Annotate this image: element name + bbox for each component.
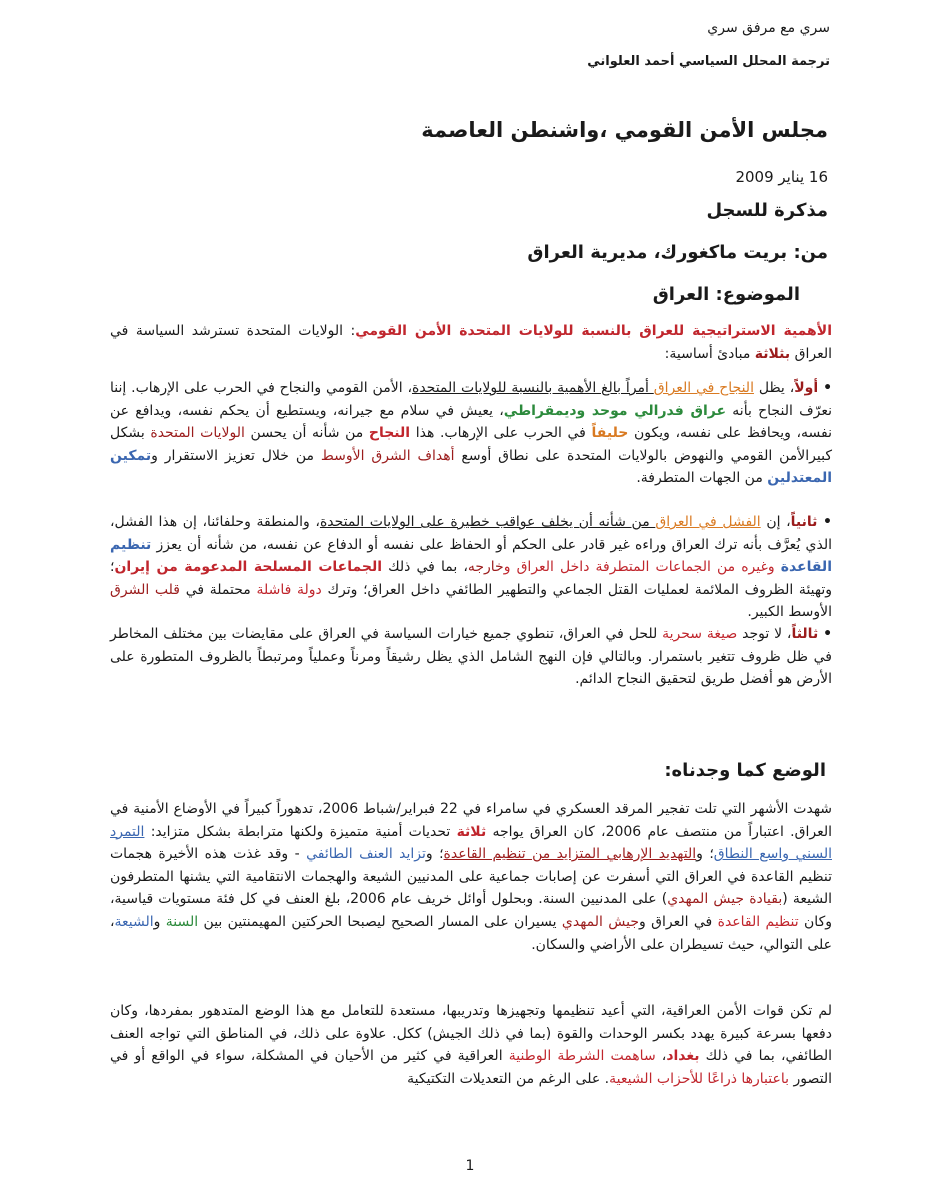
intro-lead: الأهمية الاستراتيجية للعراق بالنسبة للولايات المتحدة الأمن القومي [355,323,832,339]
situation-heading: الوضع كما وجدناه: [664,760,826,781]
bullet-icon: • [823,514,832,530]
memo-from: من: بريت ماكغورك، مديرية العراق [527,242,828,263]
memo-label: مذكرة للسجل [706,200,828,221]
principle-first-paragraph: • أولاً، يظل النجاح في العراق أمراً بالغ الأهمية بالنسبة للولايات المتحدة، الأمن القومي والنجاح في الحرب على الإرهاب. إننا نعرّف النجاح بأنه عراق فدرالي موحد وديمقراطي، يعيش في سلام مع جيرانه، ويستطيع أن يحكم نفسه، ويدافع عن نفسه، ويحافظ على نفسه، ويكون حليفاً في الحرب على الإرهاب. هذا النجاح من شأنه أن يحسن الولايات المتحدة بشكل كبيرالأمن القومي والنهوض بالولايات المتحدة على نطاق أوسع أهداف الشرق الأوسط من خلال تعزيز الاستقرار وتمكين المعتدلين من الجهات المتطرفة. [110,380,833,487]
ordinal-label: ثالثاً [791,626,819,642]
classification-marking: سري مع مرفق سري [707,20,830,36]
situation-paragraph-1: شهدت الأشهر التي تلت تفجير المرقد العسكري في سامراء في 22 فبراير/شباط 2006، تدهوراً كبيراً في الأوضاع الأمنية في العراق. اعتباراً من منتصف عام 2006، كان العراق يواجه ثلاثة تحديات أمنية متميزة ولكنها مترابطة بشكل متزايد: التمرد السني واسع النطاق؛ والتهديد الإرهابي المتزايد من تنظيم القاعدة؛ وتزايد العنف الطائفي - وقد غذت هذه الأخيرة هجمات تنظيم القاعدة في العراق التي أسفرت عن إصابات جماعية على المدنيين الشيعة والهجمات الانتقامية التي يشنها المتطرفون الشيعة (بقيادة جيش المهدي) على المدنيين السنة. وبحلول أوائل خريف عام 2006، بلغ العنف في كل فئة مستويات قياسية، وكان تنظيم القاعدة في العراق وجيش المهدي يسيران على المسار الصحيح ليصبحا الحركتين المهيمنتين بين السنة والشيعة، على التوالي، حيث تسيطران على الأراضي والسكان. [110,801,833,953]
ordinal-label: ثانياً [790,514,818,530]
page-number: 1 [465,1158,475,1174]
intro-paragraph: الأهمية الاستراتيجية للعراق بالنسبة للولايات المتحدة الأمن القومي: الولايات المتحدة تسترشد السياسة في العراق بثلاثة مبادئ أساسية: [110,323,832,362]
memo-subject: الموضوع: العراق [652,284,800,305]
ordinal-label: أولاً [794,380,819,396]
memo-date: 16 يناير 2009 [735,168,828,186]
translator-credit: ترجمة المحلل السياسي أحمد العلواني [587,54,830,69]
principle-third-paragraph: • ثالثاً، لا توجد صيغة سحرية للحل في العراق، تنطوي جميع خيارات السياسة في العراق على مقايضات بين مختلف المخاطر في ظل ظروف تتغير باستمرار. وبالتالي فإن النهج الشامل الذي يظل رشيقاً ومرناً وعملياً ومرتبطاً بالظروف المتطورة على الأرض هو أفضل طريق لتحقيق النجاح الدائم. [110,626,833,688]
situation-paragraph-2: لم تكن قوات الأمن العراقية، التي أعيد تنظيمها وتجهيزها وتدريبها، مستعدة للتعامل مع هذا الوضع المتدهور بمفردها، وكان دفعها بسرعة كبيرة يهدد بكسر الوحدات والقوة (بما في ذلك الجيش) ككل. علاوة على ذلك، في المناطق التي تواجه العنف الطائفي، بما في ذلك بغداد، ساهمت الشرطة الوطنية العراقية في كثير من الأحيان في المشكلة، سواء في الواقع أو في التصور باعتبارها ذراعًا للأحزاب الشيعية. على الرغم من التعديلات التكتيكية [110,1003,833,1087]
principle-second-paragraph: • ثانياً، إن الفشل في العراق من شأنه أن يخلف عواقب خطيرة على الولايات المتحدة، والمنطقة وحلفائنا، إن هذا الفشل، الذي يُعرَّف بأنه ترك العراق وراءه غير قادر على الحكم أو الحفاظ على نفسه أو الدفاع عن نفسه، من شأنه أن يعزز تنظيم القاعدة وغيره من الجماعات المتطرفة داخل العراق وخارجه، بما في ذلك الجماعات المسلحة المدعومة من إيران؛ وتهيئة الظروف الملائمة لعمليات القتل الجماعي والتطهير الطائفي داخل العراق؛ وترك دولة فاشلة محتملة في قلب الشرق الأوسط الكبير. [110,514,833,621]
bullet-icon: • [823,380,833,396]
bullet-icon: • [823,626,833,642]
memo-title: مجلس الأمن القومي ،واشنطن العاصمة [421,118,828,142]
